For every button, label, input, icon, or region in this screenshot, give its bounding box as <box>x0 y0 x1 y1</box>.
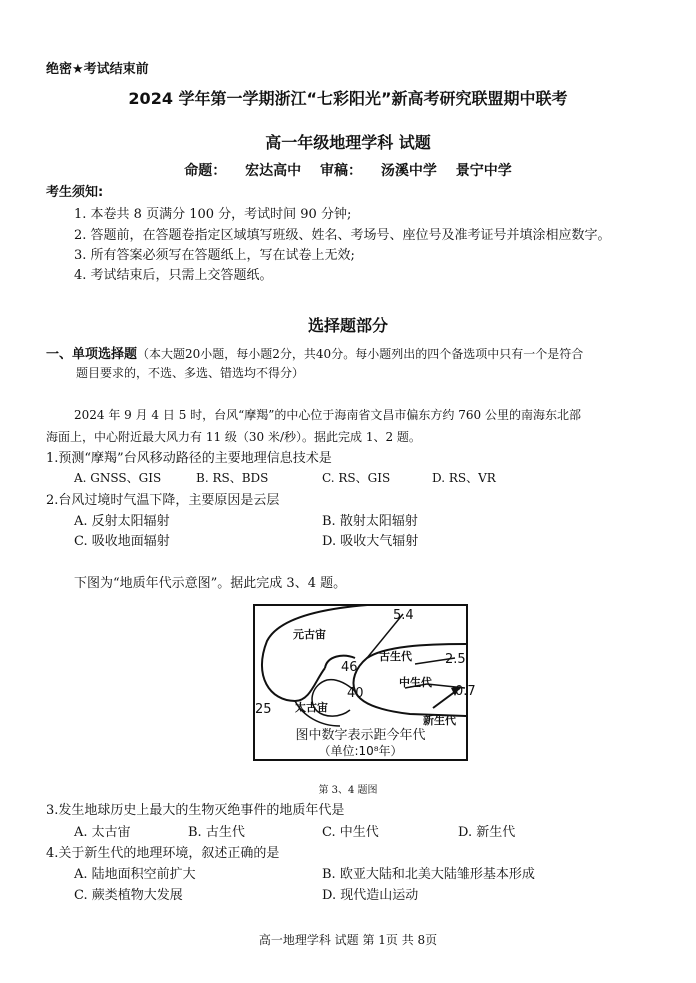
passage1-line1: 2024 年 9 月 4 日 5 时，台风“摩羯”的中心位于海南省文昌市偏东方约 760 公里的南海东北部 <box>74 408 581 422</box>
notice-heading: 考生须知: <box>46 185 104 200</box>
age-2-5: 2.5 <box>445 652 466 667</box>
q2-option-a: A. 反射太阳辐射 <box>74 514 170 529</box>
q4-option-a: A. 陆地面积空前扩大 <box>74 867 196 882</box>
era-cenozoic: 新生代 <box>423 714 456 727</box>
geologic-time-figure <box>253 604 476 761</box>
exam-title: 2024 学年第一学期浙江“七彩阳光”新高考研究联盟期中联考 <box>128 89 568 108</box>
figure-caption-2: （单位:10⁸年） <box>318 744 403 758</box>
q2-option-b: B. 散射太阳辐射 <box>322 514 418 529</box>
q4-stem: 4.关于新生代的地理环境，叙述正确的是 <box>46 846 280 861</box>
age-0-7: 0.7 <box>455 684 476 699</box>
confidential-mark: 绝密★考试结束前 <box>46 62 149 77</box>
part1-desc-1: （本大题20小题，每小题2分，共40分。每小题列出的四个备选项中只有一个是符合 <box>137 347 584 361</box>
exam-subtitle: 高一年级地理学科 试题 <box>265 133 431 152</box>
q4-option-b: B. 欧亚大陆和北美大陆雏形基本形成 <box>322 867 535 882</box>
figure-label: 第 3、4 题图 <box>318 785 378 796</box>
era-archean: 太古宙 <box>295 701 328 714</box>
q3-option-c: C. 中生代 <box>322 825 379 840</box>
q1-stem: 1.预测“摩羯”台风移动路径的主要地理信息技术是 <box>46 451 332 466</box>
era-mesozoic: 中生代 <box>399 676 432 689</box>
q3-option-d: D. 新生代 <box>458 825 516 840</box>
part1-label: 一、单项选择题 <box>46 347 138 362</box>
q2-stem: 2.台风过境时气温下降，主要原因是云层 <box>46 493 280 508</box>
q4-option-d: D. 现代造山运动 <box>322 888 419 903</box>
page-footer: 高一地理学科 试题 第 1页 共 8页 <box>258 933 438 947</box>
age-46: 46 <box>341 660 358 675</box>
age-5-4: 5.4 <box>393 608 414 623</box>
exam-authors: 命题： 宏达高中 审稿： 汤溪中学 景宁中学 <box>184 163 512 179</box>
q2-option-d: D. 吸收大气辐射 <box>322 534 419 549</box>
q1-option-c: C. RS、GIS <box>322 471 391 485</box>
section-title: 选择题部分 <box>307 316 388 335</box>
q1-option-d: D. RS、VR <box>432 471 496 485</box>
q2-option-c: C. 吸收地面辐射 <box>74 534 170 549</box>
part1-header <box>46 343 583 362</box>
age-25: 25 <box>255 702 272 717</box>
notice-item-2: 2. 答题前，在答题卷指定区域填写班级、姓名、考场号、座位号及准考证号并填涂相应数字。 <box>74 228 611 243</box>
age-40: 40 <box>347 686 364 701</box>
q3-option-b: B. 古生代 <box>188 825 245 840</box>
notice-item-1: 1. 本卷共 8 页满分 100 分，考试时间 90 分钟; <box>74 207 352 222</box>
figure-caption-1: 图中数字表示距今年代 <box>295 728 426 743</box>
passage1-line2: 海面上，中心附近最大风力有 11 级（30 米/秒）。据此完成 1、2 题。 <box>46 430 421 444</box>
q3-option-a: A. 太古宙 <box>74 825 131 840</box>
notice-item-4: 4. 考试结束后，只需上交答题纸。 <box>74 268 273 283</box>
passage2: 下图为“地质年代示意图”。据此完成 3、4 题。 <box>74 576 347 591</box>
q3-stem: 3.发生地球历史上最大的生物灭绝事件的地质年代是 <box>46 803 345 818</box>
notice-item-3: 3. 所有答案必须写在答题纸上，写在试卷上无效; <box>74 248 355 263</box>
q1-option-b: B. RS、BDS <box>196 471 269 485</box>
era-paleozoic: 古生代 <box>379 650 412 663</box>
era-proterozoic: 元古宙 <box>293 628 326 641</box>
part1-desc-2: 题目要求的，不选、多选、错选均不得分） <box>76 366 305 380</box>
q4-option-c: C. 蕨类植物大发展 <box>74 888 183 903</box>
q1-option-a: A. GNSS、GIS <box>74 471 162 485</box>
